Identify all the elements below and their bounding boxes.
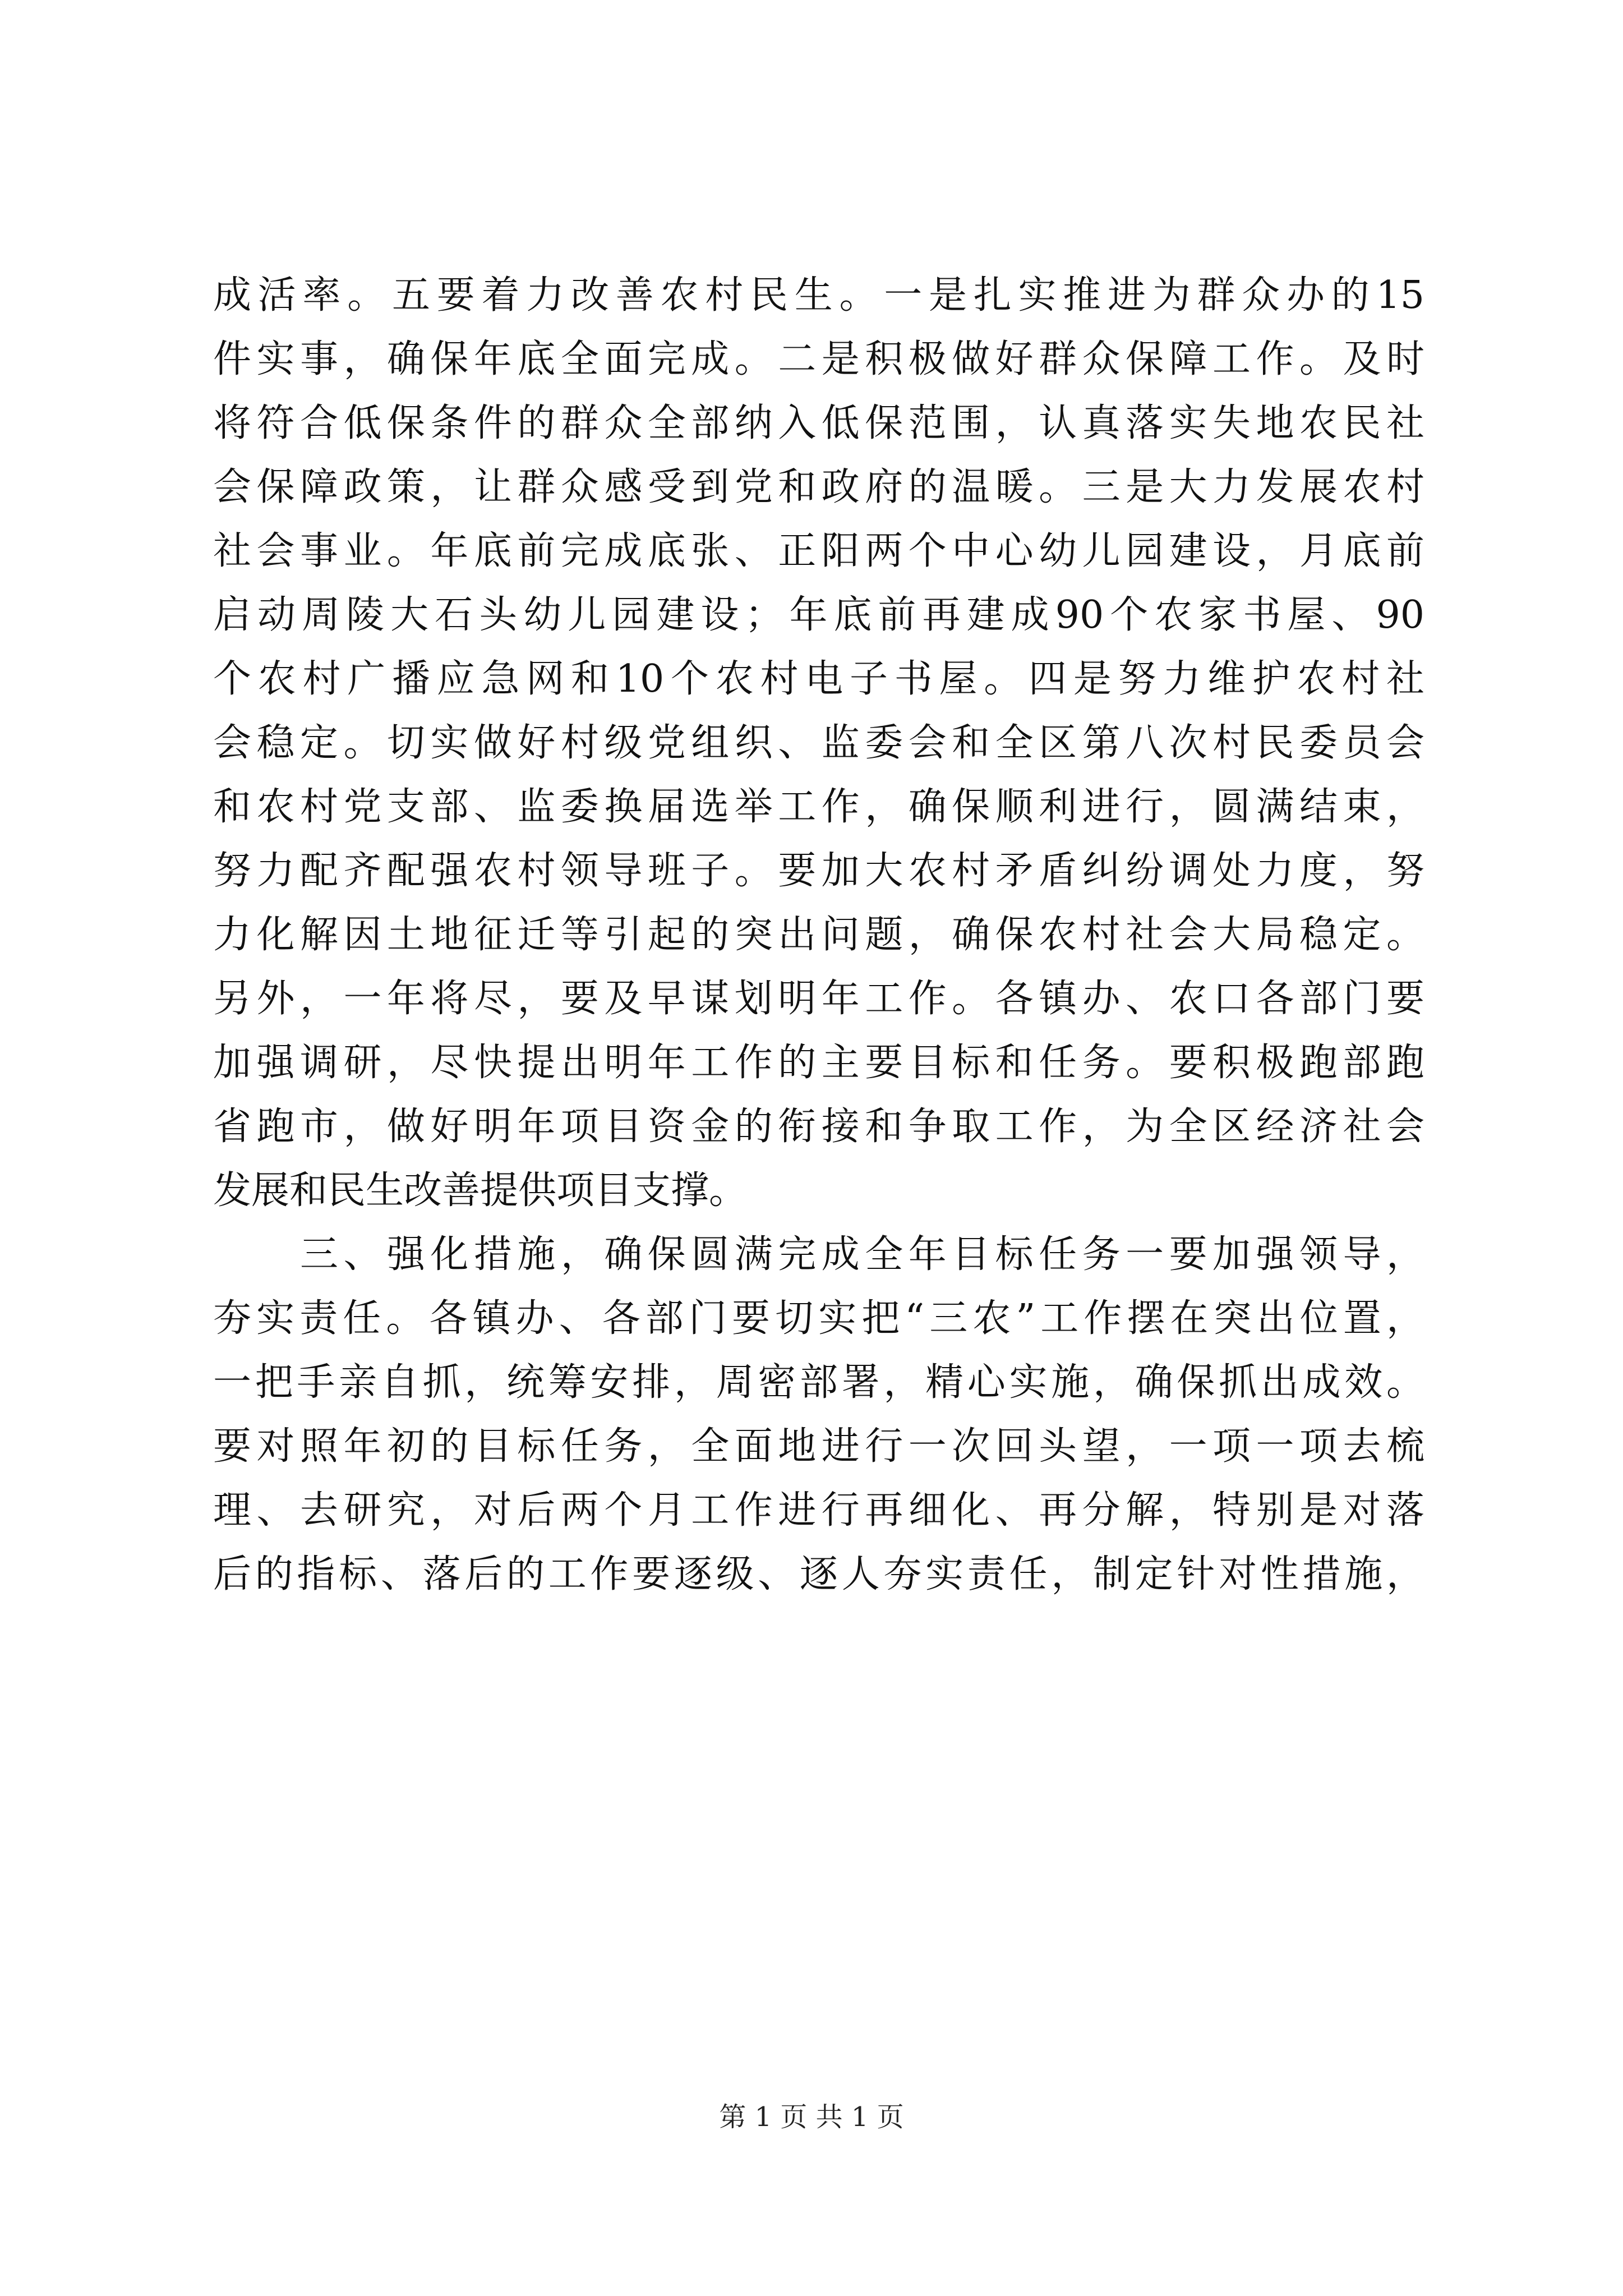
text-line: 和农村党支部、监委换届选举工作，确保顺利进行，圆满结束，: [213, 785, 1424, 829]
text-line: 努力配齐配强农村领导班子。要加大农村矛盾纠纷调处力度，努: [213, 849, 1424, 893]
text-line: 将符合低保条件的群众全部纳入低保范围，认真落实失地农民社: [213, 401, 1424, 445]
text-line: 成活率。五要着力改善农村民生。一是扎实推进为群众办的15: [213, 273, 1424, 318]
text-line: 个农村广播应急网和10个农村电子书屋。四是努力维护农村社: [213, 657, 1424, 701]
text-line: 社会事业。年底前完成底张、正阳两个中心幼儿园建设，月底前: [213, 529, 1424, 573]
text-line: 理、去研究，对后两个月工作进行再细化、再分解，特别是对落: [213, 1488, 1424, 1533]
text-line: 会保障政策，让群众感受到党和政府的温暖。三是大力发展农村: [213, 465, 1424, 509]
text-line: 省跑市，做好明年项目资金的衔接和争取工作，为全区经济社会: [213, 1105, 1424, 1149]
text-line: 一把手亲自抓，统筹安排，周密部署，精心实施，确保抓出成效。: [213, 1360, 1424, 1405]
text-line: 加强调研，尽快提出明年工作的主要目标和任务。要积极跑部跑: [213, 1041, 1424, 1085]
body-text: [213, 264, 1424, 1607]
text-line: 要对照年初的目标任务，全面地进行一次回头望，一项一项去梳: [213, 1424, 1424, 1469]
text-line: 启动周陵大石头幼儿园建设；年底前再建成90个农家书屋、90: [213, 593, 1424, 637]
text-line: 另外，一年将尽，要及早谋划明年工作。各镇办、农口各部门要: [213, 977, 1424, 1021]
text-line: 后的指标、落后的工作要逐级、逐人夯实责任，制定针对性措施，: [213, 1552, 1424, 1596]
page-footer: 第 1 页 共 1 页: [719, 2101, 904, 2133]
text-line: 三、强化措施，确保圆满完成全年目标任务一要加强领导，: [213, 1232, 1424, 1277]
text-line: 会稳定。切实做好村级党组织、监委会和全区第八次村民委员会: [213, 721, 1424, 765]
text-line: 发展和民生改善提供项目支撑。: [213, 1168, 748, 1213]
text-line: 力化解因土地征迁等引起的突出问题，确保农村社会大局稳定。: [213, 913, 1424, 957]
text-line: 夯实责任。各镇办、各部门要切实把“三农”工作摆在突出位置，: [213, 1296, 1424, 1341]
text-line: 件实事，确保年底全面完成。二是积极做好群众保障工作。及时: [213, 337, 1424, 381]
